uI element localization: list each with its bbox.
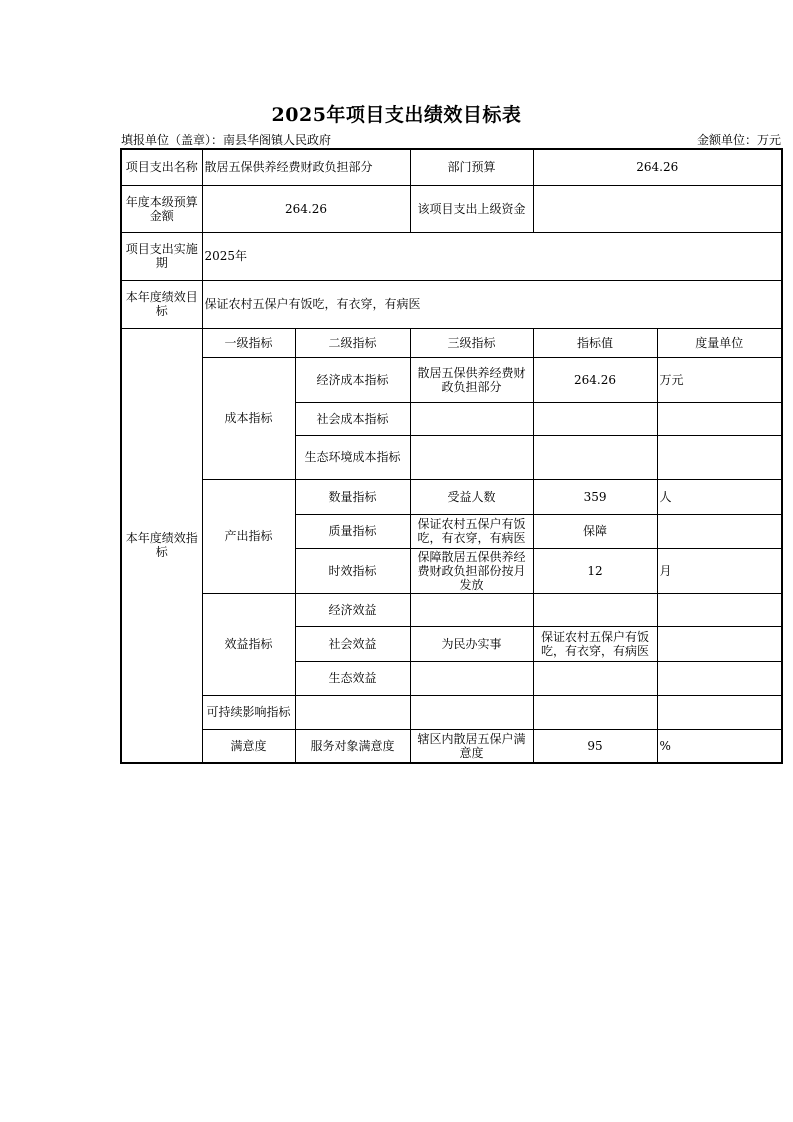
cell-value bbox=[533, 661, 657, 695]
cell-level2 bbox=[295, 695, 410, 729]
cell-level3 bbox=[410, 435, 533, 479]
cell-level2: 服务对象满意度 bbox=[295, 729, 410, 763]
cell-level3 bbox=[410, 402, 533, 435]
cell-unit: 万元 bbox=[657, 357, 782, 402]
table-row bbox=[121, 695, 782, 729]
cell-unit: % bbox=[657, 729, 782, 763]
reporting-unit: 填报单位（盖章）：南县华阁镇人民政府 bbox=[121, 133, 332, 147]
cell-value: 264.26 bbox=[533, 357, 657, 402]
cell-level2: 质量指标 bbox=[295, 514, 410, 548]
cell-level3 bbox=[410, 593, 533, 626]
cell-unit: 人 bbox=[657, 479, 782, 514]
cell-value bbox=[533, 435, 657, 479]
cell-unit bbox=[657, 695, 782, 729]
cell-level3 bbox=[410, 661, 533, 695]
row-project-name bbox=[121, 149, 782, 185]
group-sustain-label: 可持续影响指标 bbox=[202, 695, 295, 729]
cell-level2: 数量指标 bbox=[295, 479, 410, 514]
performance-table bbox=[120, 148, 783, 764]
upper-funds-value bbox=[533, 185, 782, 232]
group-satisfaction-label: 满意度 bbox=[202, 729, 295, 763]
table-row bbox=[121, 479, 782, 514]
cell-value bbox=[533, 593, 657, 626]
cell-level2: 社会成本指标 bbox=[295, 402, 410, 435]
cell-value: 保障 bbox=[533, 514, 657, 548]
cell-unit bbox=[657, 626, 782, 661]
header-value: 指标值 bbox=[533, 328, 657, 357]
upper-funds-label: 该项目支出上级资金 bbox=[410, 185, 533, 232]
annual-budget-label: 年度本级预算金额 bbox=[121, 185, 202, 232]
header-level3: 三级指标 bbox=[410, 328, 533, 357]
period-label: 项目支出实施期 bbox=[121, 232, 202, 280]
cell-value: 95 bbox=[533, 729, 657, 763]
cell-level2: 生态效益 bbox=[295, 661, 410, 695]
cell-unit bbox=[657, 661, 782, 695]
cell-level3: 散居五保供养经费财政负担部分 bbox=[410, 357, 533, 402]
header-unit: 度量单位 bbox=[657, 328, 782, 357]
cell-unit bbox=[657, 435, 782, 479]
dept-budget-value: 264.26 bbox=[533, 149, 782, 185]
annual-goal-label: 本年度绩效目标 bbox=[121, 280, 202, 328]
period-value: 2025年 bbox=[202, 232, 782, 280]
cell-unit bbox=[657, 514, 782, 548]
header-level2: 二级指标 bbox=[295, 328, 410, 357]
page-title: 2025年项目支出绩效目标表 bbox=[271, 104, 522, 126]
cell-value: 12 bbox=[533, 548, 657, 593]
project-name-value: 散居五保供养经费财政负担部分 bbox=[202, 149, 410, 185]
group-benefit-label: 效益指标 bbox=[202, 593, 295, 695]
cell-level2: 时效指标 bbox=[295, 548, 410, 593]
group-cost-label: 成本指标 bbox=[202, 357, 295, 479]
row-period bbox=[121, 232, 782, 280]
indicator-header-row bbox=[121, 328, 782, 357]
cell-level2: 生态环境成本指标 bbox=[295, 435, 410, 479]
row-annual-goal bbox=[121, 280, 782, 328]
cell-level3: 保证农村五保户有饭吃，有衣穿，有病医 bbox=[410, 514, 533, 548]
cell-unit: 月 bbox=[657, 548, 782, 593]
amount-unit: 金额单位：万元 bbox=[696, 133, 781, 147]
cell-unit bbox=[657, 593, 782, 626]
cell-value: 保证农村五保户有饭吃，有衣穿，有病医 bbox=[533, 626, 657, 661]
cell-value bbox=[533, 402, 657, 435]
group-output-label: 产出指标 bbox=[202, 479, 295, 593]
header-level1: 一级指标 bbox=[202, 328, 295, 357]
cell-level3 bbox=[410, 695, 533, 729]
annual-budget-value: 264.26 bbox=[202, 185, 410, 232]
cell-level3: 为民办实事 bbox=[410, 626, 533, 661]
cell-level2: 经济成本指标 bbox=[295, 357, 410, 402]
cell-level2: 经济效益 bbox=[295, 593, 410, 626]
annual-goal-value: 保证农村五保户有饭吃，有衣穿，有病医 bbox=[202, 280, 782, 328]
cell-level3: 保障散居五保供养经费财政负担部份按月发放 bbox=[410, 548, 533, 593]
table-row bbox=[121, 593, 782, 626]
row-annual-budget bbox=[121, 185, 782, 232]
table-row bbox=[121, 357, 782, 402]
cell-level2: 社会效益 bbox=[295, 626, 410, 661]
cell-level3: 受益人数 bbox=[410, 479, 533, 514]
dept-budget-label: 部门预算 bbox=[410, 149, 533, 185]
cell-value: 359 bbox=[533, 479, 657, 514]
table-row bbox=[121, 729, 782, 763]
indicator-section-label: 本年度绩效指标 bbox=[121, 328, 202, 763]
project-name-label: 项目支出名称 bbox=[121, 149, 202, 185]
cell-unit bbox=[657, 402, 782, 435]
cell-level3: 辖区内散居五保户满意度 bbox=[410, 729, 533, 763]
cell-value bbox=[533, 695, 657, 729]
